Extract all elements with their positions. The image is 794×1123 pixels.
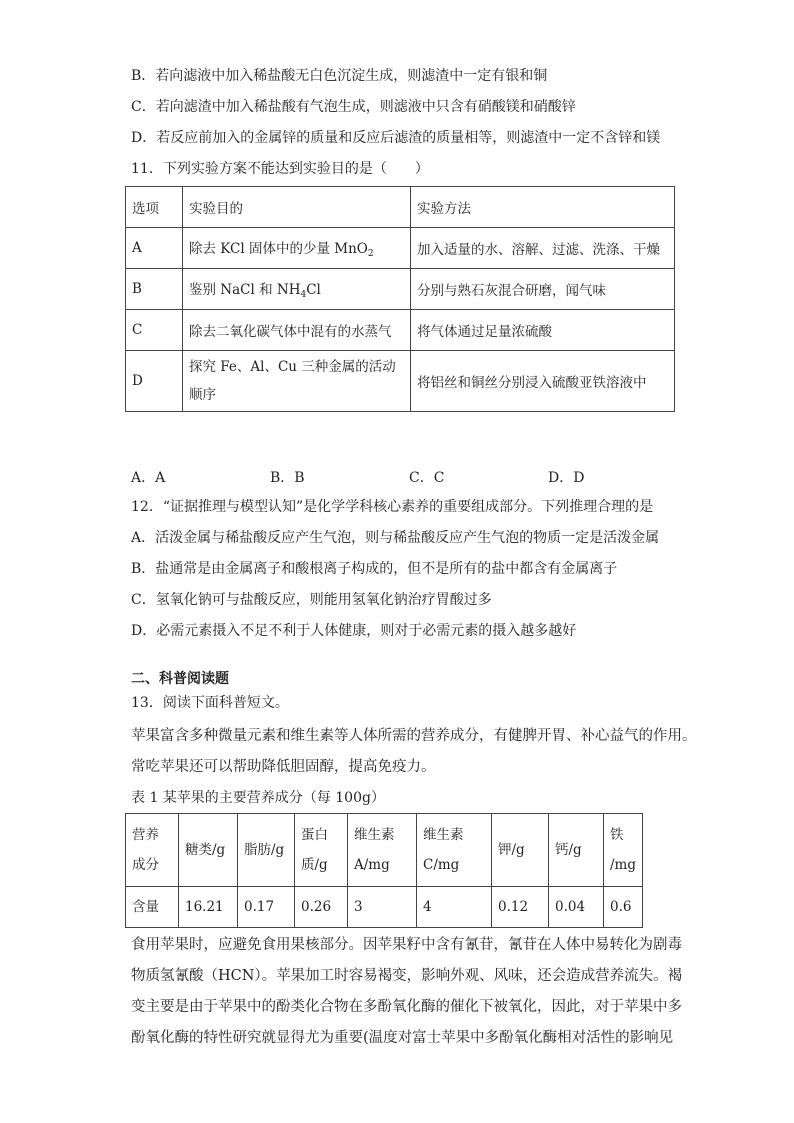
q11-option-c: C．C [409, 470, 445, 486]
row-method: 加入适量的水、溶解、过滤、洗涤、干燥 [411, 228, 675, 269]
q11-stem: 11．下列实验方案不能达到实验目的是（ ） [131, 161, 429, 177]
paragraph-line: 酚氧化酶的特性研究就显得尤为重要(温度对富士苹果中多酚氧化酶相对活性的影响见 [131, 1030, 674, 1046]
table-row [126, 310, 675, 351]
q11-option-d: D．D [548, 470, 585, 486]
value-cell: 0.12 [492, 887, 549, 928]
section-title: 二、科普阅读题 [131, 671, 229, 687]
paragraph-line: 变主要是由于苹果中的酚类化合物在多酚氧化酶的催化下被氧化，因此，对于苹果中多 [131, 999, 682, 1015]
value-cell: 0.26 [295, 887, 348, 928]
table-row [126, 228, 675, 269]
table-header-row [126, 814, 643, 887]
row-option: A [126, 228, 183, 269]
q13-stem: 13．阅读下面科普短文。 [131, 695, 289, 711]
row-method: 将气体通过足量浓硫酸 [411, 310, 675, 351]
q12-option-c: C．氢氧化钠可与盐酸反应，则能用氢氧化钠治疗胃酸过多 [131, 592, 492, 608]
table-caption: 表 1 某苹果的主要营养成分（每 100g） [131, 790, 385, 806]
header-cell: 铁 /mg [604, 814, 643, 887]
q10-option-d: D．若反应前加入的金属锌的质量和反应后滤渣的质量相等，则滤渣中一定不含锌和镁 [131, 130, 661, 146]
paragraph-line: 食用苹果时，应避免食用果核部分。因苹果籽中含有氰苷，氰苷在人体中易转化为剧毒 [131, 937, 682, 953]
q10-option-c: C．若向滤渣中加入稀盐酸有气泡生成，则滤液中只含有硝酸镁和硝酸锌 [131, 99, 576, 115]
header-cell: 脂肪/g [238, 814, 295, 887]
header-cell: 维生素 C/mg [417, 814, 492, 887]
header-option: 选项 [126, 187, 183, 228]
table-row [126, 269, 675, 310]
q10-option-b: B．若向滤液中加入稀盐酸无白色沉淀生成，则滤渣中一定有银和铜 [131, 68, 548, 84]
header-cell: 钙/g [549, 814, 604, 887]
table-header-row [126, 187, 675, 228]
row-method: 将铝丝和铜丝分别浸入硫酸亚铁溶液中 [411, 351, 675, 412]
value-cell: 0.17 [238, 887, 295, 928]
q12-option-d: D．必需元素摄入不足不利于人体健康，则对于必需元素的摄入越多越好 [131, 623, 577, 639]
header-cell: 糖类/g [179, 814, 238, 887]
header-cell: 钾/g [492, 814, 549, 887]
value-cell: 0.04 [549, 887, 604, 928]
header-cell: 维生素 A/mg [348, 814, 417, 887]
row-method: 分别与熟石灰混合研磨，闻气味 [411, 269, 675, 310]
q11-table [125, 186, 675, 412]
row-option: D [126, 351, 183, 412]
row-goal: 除去 KCl 固体中的少量 MnO$_2$ [183, 228, 411, 269]
table-row [126, 887, 643, 928]
q12-option-b: B．盐通常是由金属离子和酸根离子构成的，但不是所有的盐中都含有金属离子 [131, 561, 618, 577]
row-option: C [126, 310, 183, 351]
value-cell: 16.21 [179, 887, 238, 928]
table-row [126, 351, 675, 412]
nutrition-table [125, 813, 643, 928]
header-cell: 营养 成分 [126, 814, 179, 887]
header-goal: 实验目的 [183, 187, 411, 228]
value-cell: 4 [417, 887, 492, 928]
paragraph-line: 常吃苹果还可以帮助降低胆固醇，提高免疫力。 [131, 759, 436, 775]
row-option: B [126, 269, 183, 310]
q11-option-a: A．A [131, 470, 166, 486]
value-cell: 3 [348, 887, 417, 928]
header-cell: 蛋白 质/g [295, 814, 348, 887]
value-cell: 0.6 [604, 887, 643, 928]
paragraph-line: 物质氢氰酸（HCN）。苹果加工时容易褐变，影响外观、风味，还会造成营养流失。褐 [131, 968, 683, 984]
row-goal: 除去二氧化碳气体中混有的水蒸气 [183, 310, 411, 351]
value-cell: 含量 [126, 887, 179, 928]
q11-option-b: B．B [270, 470, 305, 486]
paragraph-line: 苹果富含多种微量元素和维生素等人体所需的营养成分，有健脾开胃、补心益气的作用。 [131, 728, 697, 744]
header-method: 实验方法 [411, 187, 675, 228]
q12-option-a: A．活泼金属与稀盐酸反应产生气泡，则与稀盐酸反应产生气泡的物质一定是活泼金属 [131, 530, 660, 546]
row-goal: 鉴别 NaCl 和 $NH_4Cl$ [183, 269, 411, 310]
q12-stem: 12．“证据推理与模型认知”是化学学科核心素养的重要组成部分。下列推理合理的是 [131, 499, 654, 515]
row-goal: 探究 Fe、Al、Cu 三种金属的活动顺序 [183, 351, 411, 412]
